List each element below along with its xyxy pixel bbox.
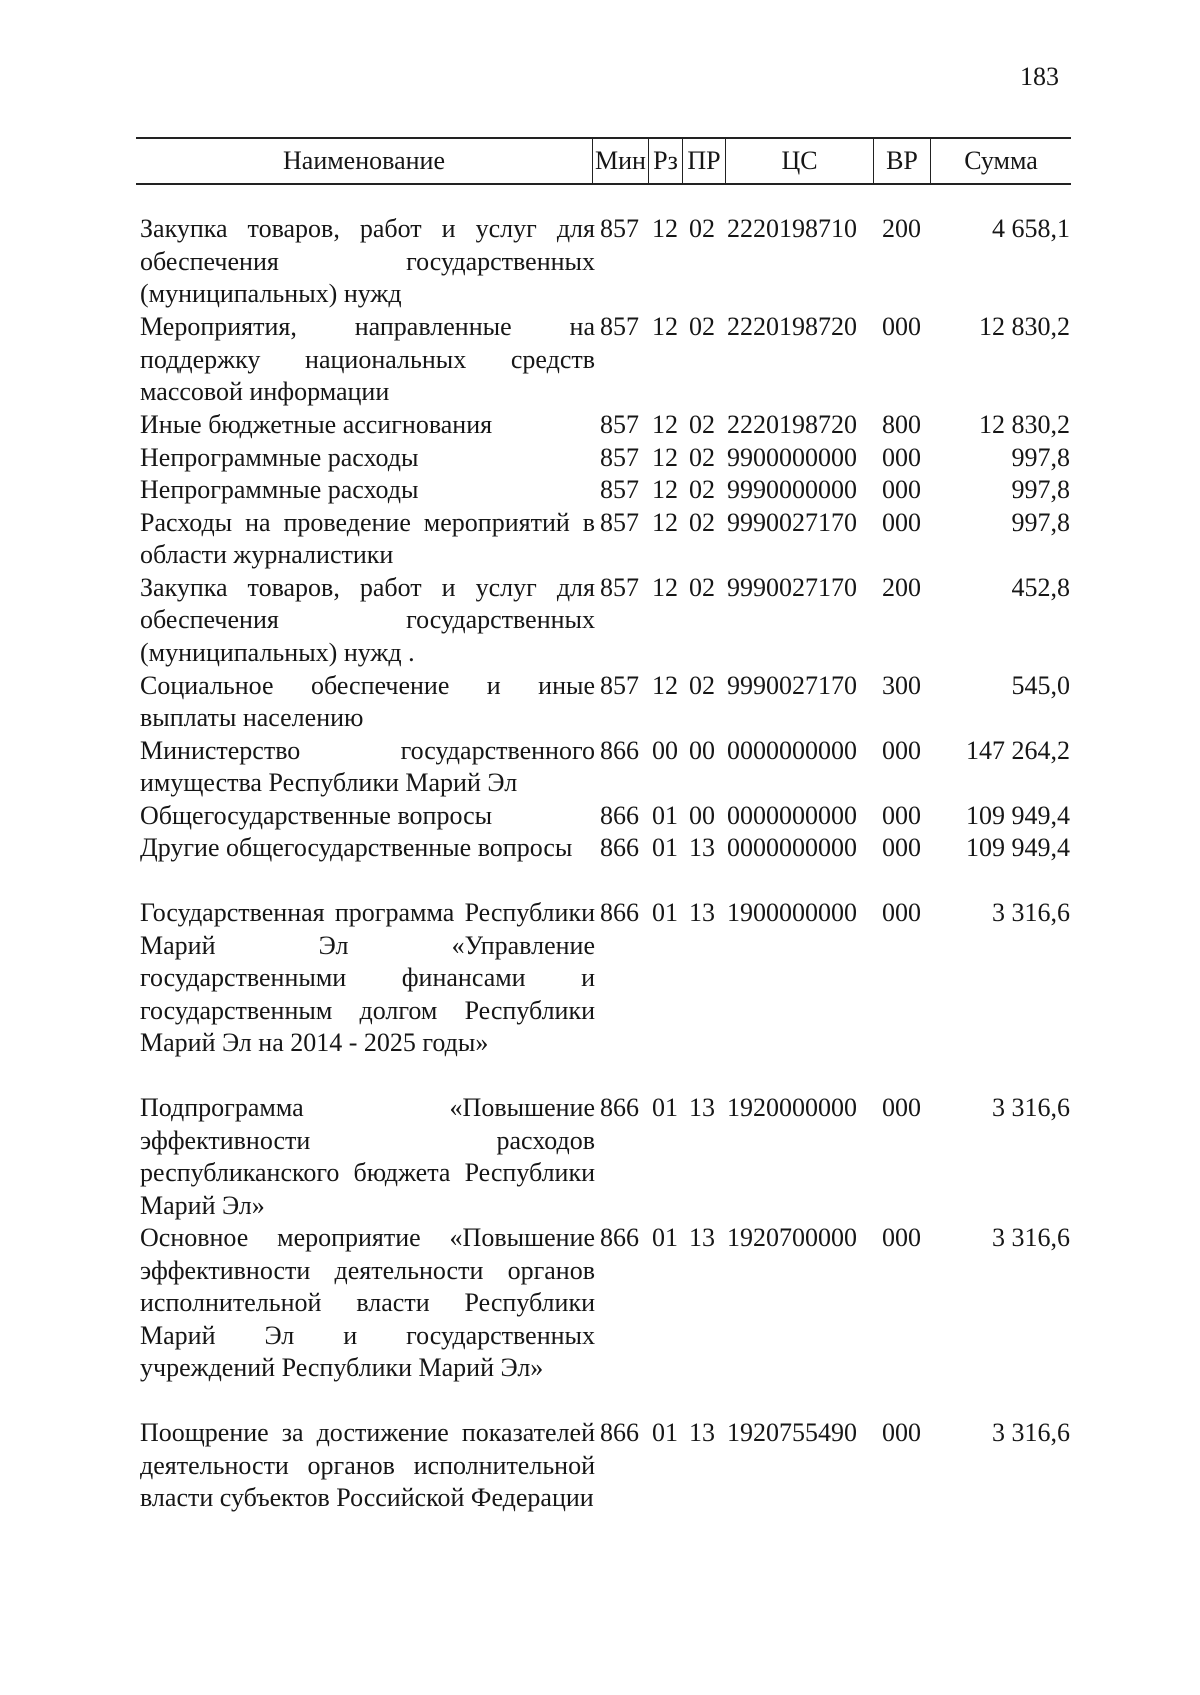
table-header — [136, 139, 1071, 183]
row-min: 866 — [600, 1223, 639, 1252]
row-pr: 02 — [689, 475, 715, 504]
row-cs: 1920755490 — [727, 1418, 857, 1447]
row-cs: 9990027170 — [727, 572, 857, 602]
row-name: Подпрограмма «Повышение эффективности расходов республиканского бюджета Республики Марий Эл» — [140, 1093, 595, 1220]
row-min: 857 — [600, 572, 639, 602]
row-pr: 13 — [689, 898, 715, 927]
row-pr: 02 — [689, 572, 715, 602]
row-rz: 12 — [652, 442, 678, 472]
row-rz: 12 — [652, 507, 678, 537]
row-name: Министерство государственного имущества Республики Марий Эл — [140, 735, 595, 797]
row-codes — [600, 442, 932, 475]
row-sum: 997,8 — [1011, 442, 1070, 472]
table-row — [0, 311, 1200, 409]
table-row — [0, 474, 1200, 507]
table-row — [0, 897, 1200, 1092]
table-row — [0, 832, 1200, 897]
row-codes — [600, 213, 932, 246]
row-rz: 01 — [652, 898, 678, 927]
row-pr: 02 — [689, 442, 715, 472]
row-codes — [600, 474, 932, 507]
row-vr: 000 — [882, 1223, 921, 1252]
row-vr: 000 — [882, 312, 921, 341]
row-sum: 3 316,6 — [992, 1093, 1070, 1122]
table-row — [0, 213, 1200, 311]
row-name: Иные бюджетные ассигнования — [140, 410, 493, 439]
table-row — [0, 442, 1200, 475]
row-codes — [600, 1222, 932, 1255]
row-min: 866 — [600, 1418, 639, 1447]
row-vr: 200 — [882, 572, 921, 602]
row-pr: 13 — [689, 1093, 715, 1122]
row-pr: 00 — [689, 800, 715, 830]
table-row — [0, 800, 1200, 833]
row-cs: 0000000000 — [727, 735, 857, 765]
row-vr: 000 — [882, 507, 921, 537]
header-cs: ЦС — [725, 139, 873, 183]
row-pr: 00 — [689, 735, 715, 765]
row-cs: 9990027170 — [727, 670, 857, 700]
row-sum: 545,0 — [1011, 670, 1070, 700]
row-cs: 9900000000 — [727, 442, 857, 472]
row-vr: 300 — [882, 670, 921, 700]
row-codes — [600, 897, 932, 930]
row-min: 857 — [600, 214, 639, 243]
row-cs: 9990000000 — [727, 475, 857, 504]
row-sum: 109 949,4 — [966, 800, 1070, 830]
row-name: Поощрение за достижение показателей деятельности органов исполнительной власти субъектов Российской Федерации — [140, 1418, 595, 1512]
header-sum: Сумма — [930, 139, 1071, 183]
row-min: 857 — [600, 312, 639, 341]
row-sum: 997,8 — [1011, 507, 1070, 537]
row-min: 866 — [600, 1093, 639, 1122]
row-sum: 4 658,1 — [992, 214, 1070, 243]
row-codes — [600, 1092, 932, 1125]
row-name: Другие общегосударственные вопросы — [140, 833, 573, 862]
row-min: 857 — [600, 410, 639, 439]
row-name: Общегосударственные вопросы — [140, 800, 493, 830]
row-rz: 12 — [652, 410, 678, 439]
row-codes — [600, 311, 932, 344]
row-vr: 000 — [882, 1093, 921, 1122]
row-rz: 01 — [652, 1223, 678, 1252]
row-min: 866 — [600, 898, 639, 927]
row-cs: 9990027170 — [727, 507, 857, 537]
table-header-bottom-rule — [136, 183, 1071, 185]
row-cs: 2220198720 — [727, 312, 857, 341]
row-sum: 109 949,4 — [966, 833, 1070, 862]
row-rz: 12 — [652, 670, 678, 700]
row-min: 857 — [600, 507, 639, 537]
row-pr: 13 — [689, 833, 715, 862]
row-min: 866 — [600, 735, 639, 765]
row-rz: 01 — [652, 1418, 678, 1447]
row-name: Непрограммные расходы — [140, 442, 419, 472]
row-vr: 000 — [882, 442, 921, 472]
row-pr: 13 — [689, 1418, 715, 1447]
row-rz: 12 — [652, 214, 678, 243]
row-codes — [600, 832, 932, 865]
row-sum: 12 830,2 — [979, 312, 1070, 341]
row-min: 866 — [600, 800, 639, 830]
row-sum: 3 316,6 — [992, 1223, 1070, 1252]
row-sum: 3 316,6 — [992, 1418, 1070, 1447]
row-codes — [600, 409, 932, 442]
table-row — [0, 409, 1200, 442]
header-min: Мин — [592, 139, 648, 183]
table-row — [0, 1092, 1200, 1222]
row-min: 866 — [600, 833, 639, 862]
row-sum: 452,8 — [1011, 572, 1070, 602]
row-vr: 000 — [882, 735, 921, 765]
header-rz: Рз — [648, 139, 682, 183]
row-pr: 02 — [689, 507, 715, 537]
row-vr: 000 — [882, 833, 921, 862]
row-min: 857 — [600, 475, 639, 504]
row-cs: 2220198710 — [727, 214, 857, 243]
header-vr: ВР — [873, 139, 930, 183]
row-vr: 200 — [882, 214, 921, 243]
row-pr: 02 — [689, 312, 715, 341]
header-name: Наименование — [283, 146, 445, 175]
table-row — [0, 1222, 1200, 1417]
row-pr: 02 — [689, 670, 715, 700]
table-row — [0, 572, 1200, 670]
row-codes — [600, 800, 932, 833]
row-vr: 000 — [882, 898, 921, 927]
row-sum: 3 316,6 — [992, 898, 1070, 927]
row-rz: 12 — [652, 475, 678, 504]
header-pr: ПР — [682, 139, 725, 183]
row-name: Мероприятия, направленные на поддержку национальных средств массовой информации — [140, 312, 595, 406]
row-name: Государственная программа Республики Марий Эл «Управление государственными финансами и государственным долгом Республики Марий Эл на 2014 - 2025 годы» — [140, 898, 595, 1057]
row-min: 857 — [600, 442, 639, 472]
table-body — [0, 213, 1200, 1547]
table-row — [0, 735, 1200, 800]
row-cs: 0000000000 — [727, 833, 857, 862]
row-vr: 000 — [882, 475, 921, 504]
row-cs: 2220198720 — [727, 410, 857, 439]
row-cs: 0000000000 — [727, 800, 857, 830]
row-codes — [600, 1417, 932, 1450]
row-rz: 12 — [652, 572, 678, 602]
row-sum: 147 264,2 — [966, 735, 1070, 765]
row-rz: 01 — [652, 1093, 678, 1122]
row-pr: 02 — [689, 410, 715, 439]
row-sum: 12 830,2 — [979, 410, 1070, 439]
row-rz: 01 — [652, 833, 678, 862]
row-codes — [600, 735, 932, 768]
row-codes — [600, 670, 932, 703]
table-row — [0, 670, 1200, 735]
row-cs: 1920700000 — [727, 1223, 857, 1252]
row-name: Закупка товаров, работ и услуг для обеспечения государственных (муниципальных) нужд . — [140, 572, 595, 667]
row-rz: 00 — [652, 735, 678, 765]
row-vr: 000 — [882, 1418, 921, 1447]
row-rz: 12 — [652, 312, 678, 341]
row-vr: 800 — [882, 410, 921, 439]
row-name: Закупка товаров, работ и услуг для обеспечения государственных (муниципальных) нужд — [140, 214, 595, 308]
row-rz: 01 — [652, 800, 678, 830]
row-name: Непрограммные расходы — [140, 475, 419, 504]
row-codes — [600, 572, 932, 605]
row-vr: 000 — [882, 800, 921, 830]
row-cs: 1920000000 — [727, 1093, 857, 1122]
row-codes — [600, 507, 932, 540]
row-name: Основное мероприятие «Повышение эффективности деятельности органов исполнительной власти Республики Марий Эл и государственных учреждений Республики Марий Эл» — [140, 1223, 595, 1382]
table-row — [0, 507, 1200, 572]
row-name: Расходы на проведение мероприятий в области журналистики — [140, 507, 595, 569]
row-cs: 1900000000 — [727, 898, 857, 927]
page-number: 183 — [1020, 62, 1059, 91]
row-min: 857 — [600, 670, 639, 700]
row-name: Социальное обеспечение и иные выплаты населению — [140, 670, 595, 732]
row-pr: 02 — [689, 214, 715, 243]
row-sum: 997,8 — [1011, 475, 1070, 504]
row-pr: 13 — [689, 1223, 715, 1252]
table-row — [0, 1417, 1200, 1547]
